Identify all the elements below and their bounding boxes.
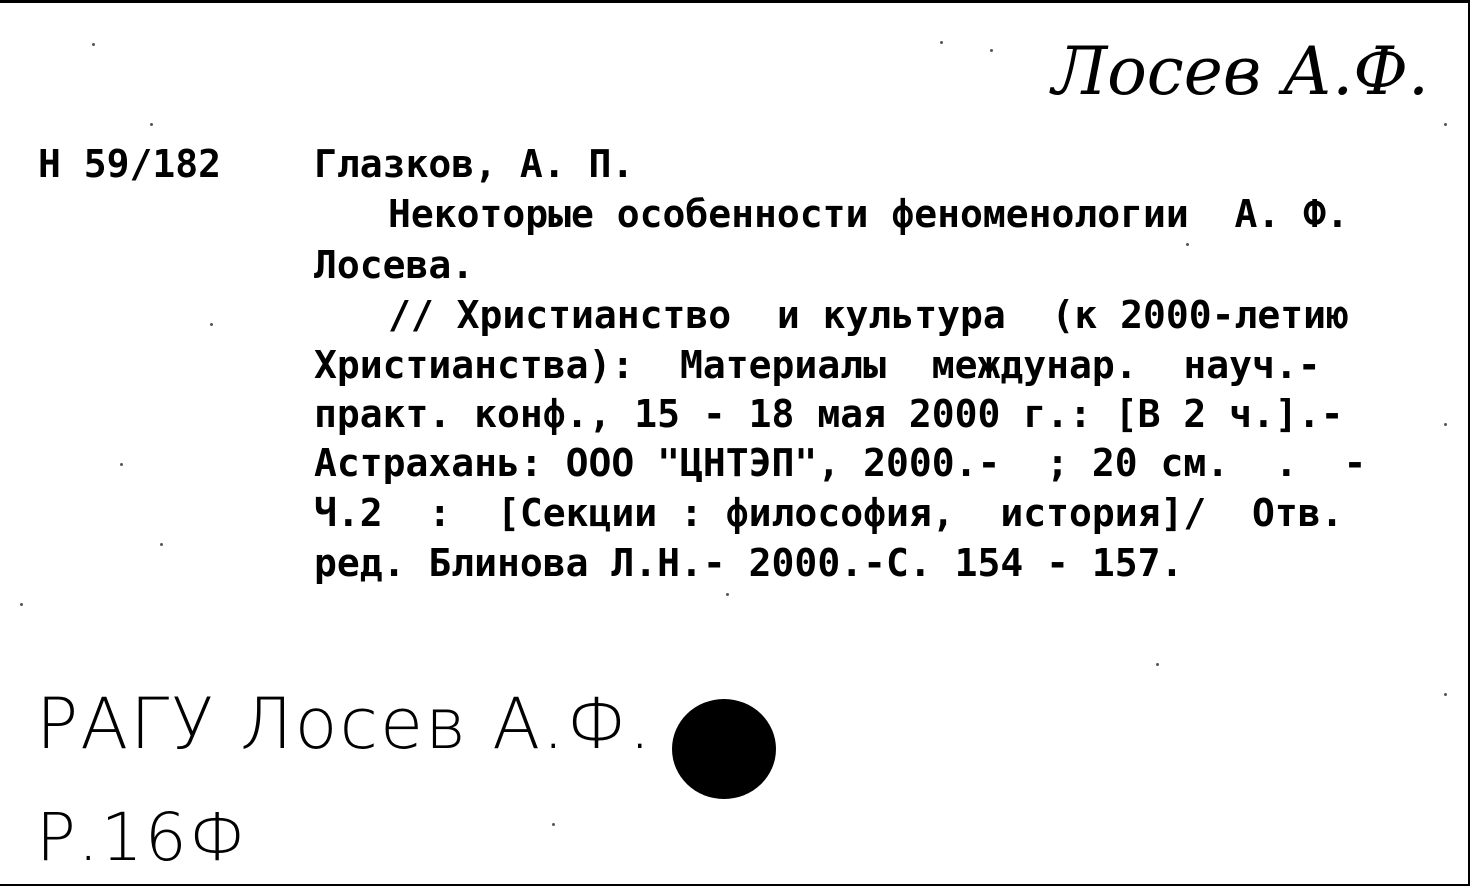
punched-dot [672, 699, 776, 799]
title-line-1: Некоторые особенности феноменологии А. Ф. [388, 192, 1349, 236]
scan-speck [1444, 423, 1447, 426]
source-line-4: Астрахань: ООО "ЦНТЭП", 2000.- ; 20 см. . - [314, 441, 1367, 485]
source-line-3: практ. конф., 15 - 18 мая 2000 г.: [В 2 ч.].- [314, 392, 1344, 436]
source-line-2: Христианства): Материалы междунар. науч.- [314, 343, 1321, 387]
scan-speck [940, 41, 943, 44]
handwritten-note-line-1: РАГУ Лосев А.Ф. [36, 683, 653, 765]
source-line-6: ред. Блинова Л.Н.- 2000.-С. 154 - 157. [314, 541, 1184, 585]
scan-speck [150, 123, 153, 126]
scan-speck [1156, 663, 1159, 666]
handwritten-subject: Лосев А.Ф. [1052, 33, 1429, 110]
scan-speck [726, 593, 729, 596]
title-line-2: Лосева. [314, 243, 475, 287]
scan-speck [552, 823, 555, 826]
scan-speck [1186, 243, 1189, 246]
source-line-1: // Христианство и культура (к 2000-летию [388, 293, 1349, 337]
scan-speck [210, 323, 213, 326]
scan-speck [1444, 123, 1447, 126]
handwritten-note-line-2: Р.16Ф [36, 799, 248, 876]
source-line-5: Ч.2 : [Секции : философия, история]/ Отв. [314, 491, 1344, 535]
scan-speck [120, 463, 123, 466]
shelfmark: Н 59/182 [38, 142, 222, 186]
scan-speck [20, 603, 23, 606]
author-heading: Глазков, А. П. [314, 142, 635, 186]
scan-speck [1444, 693, 1447, 696]
scan-speck [160, 543, 163, 546]
scan-speck [92, 43, 95, 46]
scan-speck [990, 49, 993, 52]
